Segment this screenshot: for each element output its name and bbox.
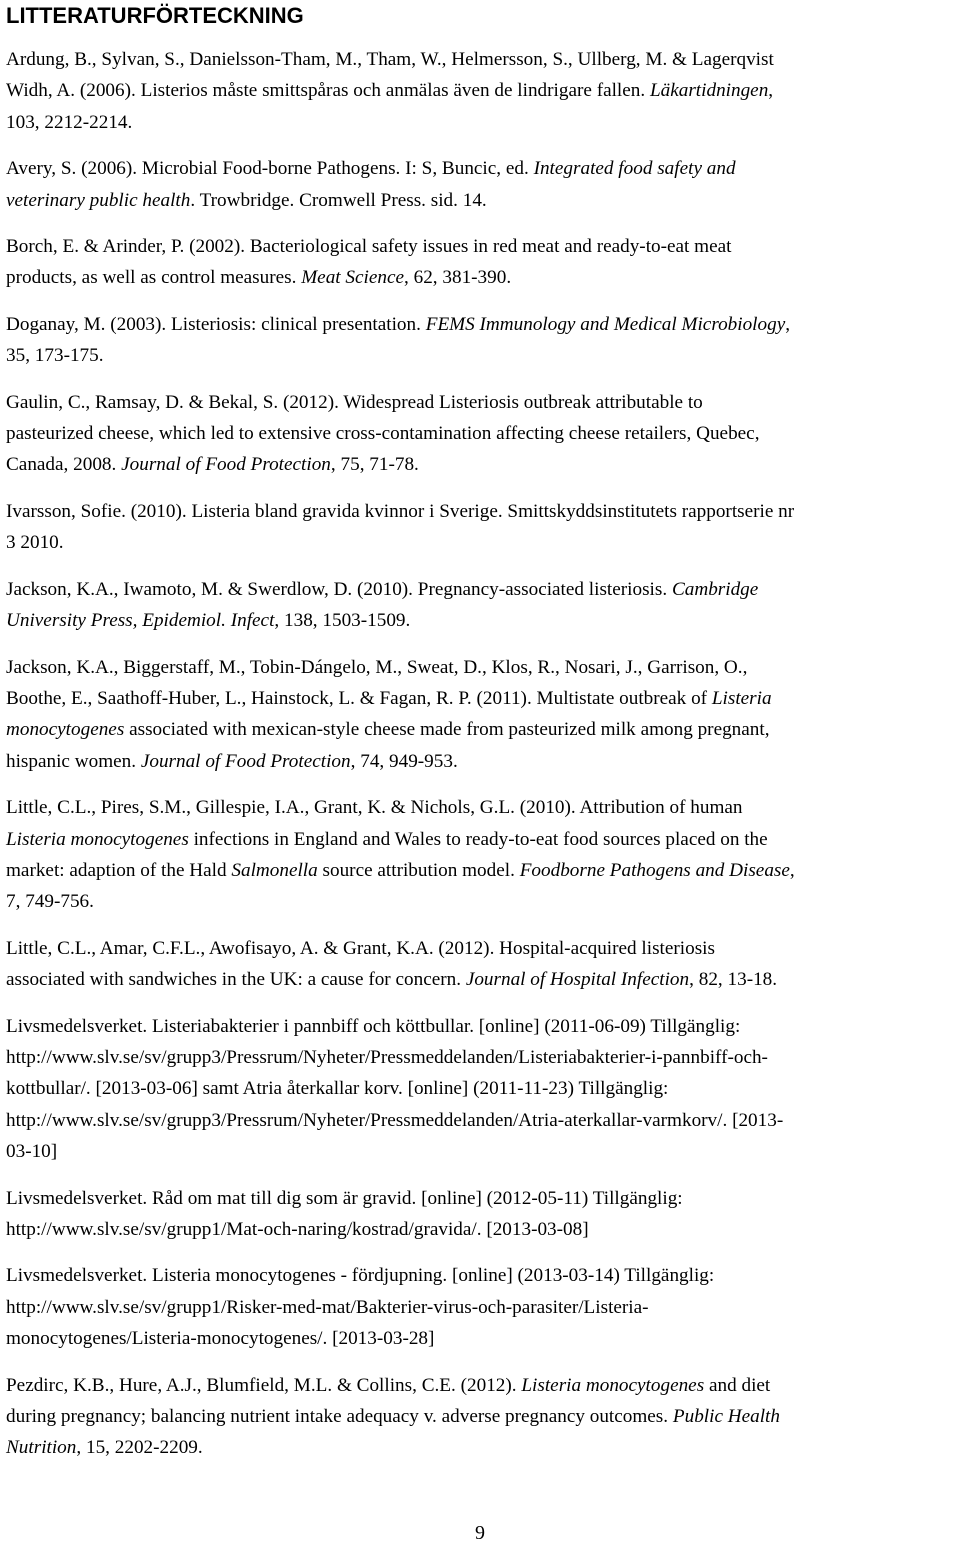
- reference-text: ,: [789, 859, 795, 881]
- reference-line: [6, 683, 951, 714]
- reference-text: . Trowbridge. Cromwell Press. sid. 14.: [190, 189, 487, 211]
- reference-text: source attribution model.: [317, 859, 520, 881]
- reference-text: Little, C.L., Pires, S.M., Gillespie, I.A., Grant, K. & Nichols, G.L. (2010). Attribution of human: [6, 797, 743, 819]
- reference-line: [6, 1323, 951, 1354]
- reference-entry: [6, 231, 951, 294]
- italic-text: Cambridge: [671, 578, 759, 600]
- reference-line: [6, 1183, 951, 1214]
- italic-text: Listeria monocytogenes: [6, 828, 189, 850]
- reference-text: ,: [768, 80, 774, 102]
- reference-line: [6, 855, 951, 886]
- reference-text: pasteurized cheese, which led to extensive cross-contamination affecting cheese retailers, Quebec,: [6, 423, 760, 445]
- reference-line: [6, 527, 951, 558]
- reference-text: , 75, 71-78.: [330, 454, 419, 476]
- italic-text: Salmonella: [231, 859, 318, 881]
- reference-entry: [6, 44, 951, 138]
- reference-entry: [6, 1260, 951, 1354]
- reference-text: , 82, 13-18.: [689, 969, 778, 991]
- reference-line: [6, 964, 951, 995]
- reference-text: Canada, 2008.: [6, 454, 122, 476]
- reference-line: [6, 496, 951, 527]
- reference-entry: [6, 387, 951, 481]
- italic-text: Journal of Hospital Infection: [465, 969, 690, 991]
- reference-text: Widh, A. (2006). Listerios måste smittspåras och anmälas även de lindrigare fallen.: [6, 80, 650, 102]
- italic-text: Meat Science: [301, 267, 405, 289]
- italic-text: Infect: [230, 610, 275, 632]
- reference-line: [6, 1292, 951, 1323]
- reference-line: [6, 1136, 951, 1167]
- reference-line: [6, 44, 951, 75]
- reference-text: http://www.slv.se/sv/grupp1/Risker-med-mat/Bakterier-virus-och-parasiter/Listeria-: [6, 1296, 649, 1318]
- reference-text: Livsmedelsverket. Listeriabakterier i pannbiff och köttbullar. [online] (2011-06-09) Tillgänglig:: [6, 1015, 741, 1037]
- reference-entry: [6, 792, 951, 918]
- reference-line: [6, 714, 951, 745]
- reference-text: infections in England and Wales to ready-to-eat food sources placed on the: [188, 828, 768, 850]
- reference-entry: [6, 652, 951, 778]
- reference-text: Borch, E. & Arinder, P. (2002). Bacteriological safety issues in red meat and ready-to-eat meat: [6, 236, 732, 258]
- reference-text: Livsmedelsverket. Råd om mat till dig som är gravid. [online] (2012-05-11) Tillgänglig:: [6, 1187, 683, 1209]
- reference-line: [6, 886, 951, 917]
- reference-line: [6, 1214, 951, 1245]
- reference-text: http://www.slv.se/sv/grupp3/Pressrum/Nyheter/Pressmeddelanden/Atria-aterkallar-varmkorv/. [2013-: [6, 1109, 784, 1131]
- reference-line: [6, 153, 951, 184]
- reference-entry: [6, 574, 951, 637]
- reference-text: , 138, 1503-1509.: [274, 610, 411, 632]
- italic-text: Journal of Food Protection: [121, 454, 331, 476]
- reference-line: [6, 574, 951, 605]
- reference-line: [6, 262, 951, 293]
- italic-text: monocytogenes: [6, 719, 125, 741]
- reference-text: Little, C.L., Amar, C.F.L., Awofisayo, A. & Grant, K.A. (2012). Hospital-acquired listeriosis: [6, 937, 715, 959]
- reference-text: 03-10]: [6, 1141, 58, 1163]
- reference-text: market: adaption of the Hald: [6, 859, 232, 881]
- reference-text: monocytogenes/Listeria-monocytogenes/. [2013-03-28]: [6, 1328, 435, 1350]
- reference-text: 35, 173-175.: [6, 345, 104, 367]
- italic-text: FEMS Immunology and Medical Microbiology: [425, 313, 786, 335]
- reference-line: [6, 746, 951, 777]
- reference-entry: [6, 1011, 951, 1168]
- reference-text: kottbullar/. [2013-03-06] samt Atria återkallar korv. [online] (2011-11-23) Tillgänglig:: [6, 1078, 669, 1100]
- italic-text: Listeria: [711, 687, 772, 709]
- reference-entry: [6, 1370, 951, 1464]
- reference-line: [6, 1401, 951, 1432]
- reference-line: [6, 340, 951, 371]
- reference-line: [6, 605, 951, 636]
- reference-text: Pezdirc, K.B., Hure, A.J., Blumfield, M.L. & Collins, C.E. (2012).: [6, 1374, 522, 1396]
- reference-line: [6, 1105, 951, 1136]
- italic-text: Listeria monocytogenes: [521, 1374, 705, 1396]
- reference-entry: [6, 1183, 951, 1246]
- reference-line: [6, 1073, 951, 1104]
- reference-line: [6, 449, 951, 480]
- reference-text: Gaulin, C., Ramsay, D. & Bekal, S. (2012). Widespread Listeriosis outbreak attributable to: [6, 391, 703, 413]
- reference-text: Ardung, B., Sylvan, S., Danielsson-Tham, M., Tham, W., Helmersson, S., Ullberg, M. & Lagerqvist: [6, 49, 774, 70]
- reference-text: associated with sandwiches in the UK: a cause for concern.: [6, 969, 466, 991]
- reference-text: 3 2010.: [6, 532, 64, 554]
- italic-text: Nutrition: [6, 1437, 77, 1459]
- reference-line: [6, 309, 951, 340]
- reference-text: http://www.slv.se/sv/grupp1/Mat-och-naring/kostrad/gravida/. [2013-03-08]: [6, 1219, 589, 1240]
- reference-text: Livsmedelsverket. Listeria monocytogenes - fördjupning. [online] (2013-03-14) Tillgänglig:: [6, 1265, 715, 1287]
- reference-text: Avery, S. (2006). Microbial Food-borne Pathogens. I: S, Buncic, ed.: [6, 158, 534, 180]
- reference-line: [6, 231, 951, 262]
- reference-line: [6, 1432, 951, 1463]
- page-heading: LITTERATURFÖRTECKNING: [6, 3, 304, 28]
- reference-text: Doganay, M. (2003). Listeriosis: clinical presentation.: [6, 313, 426, 335]
- reference-line: [6, 933, 951, 964]
- reference-line: [6, 418, 951, 449]
- italic-text: Public Health: [672, 1406, 780, 1428]
- reference-text: 103, 2212-2214.: [6, 111, 133, 133]
- reference-text: , 15, 2202-2209.: [76, 1437, 203, 1459]
- reference-line: [6, 1042, 951, 1073]
- reference-text: during pregnancy; balancing nutrient intake adequacy v. adverse pregnancy outcomes.: [6, 1406, 673, 1428]
- reference-text: hispanic women.: [6, 750, 141, 772]
- italic-text: Journal of Food Protection: [140, 750, 351, 772]
- reference-text: Jackson, K.A., Iwamoto, M. & Swerdlow, D. (2010). Pregnancy-associated listeriosis.: [6, 578, 672, 600]
- reference-text: and diet: [704, 1374, 771, 1396]
- reference-text: Jackson, K.A., Biggerstaff, M., Tobin-Dángelo, M., Sweat, D., Klos, R., Nosari, J., Garrison, O.,: [6, 656, 748, 678]
- italic-text: Foodborne Pathogens and Disease: [519, 859, 790, 881]
- italic-text: Läkartidningen: [649, 80, 769, 102]
- italic-text: University Press, Epidemiol.: [6, 610, 226, 632]
- reference-text: , 74, 949-953.: [350, 750, 458, 772]
- reference-line: [6, 185, 951, 216]
- page-number: 9: [475, 1522, 485, 1544]
- reference-entry: [6, 496, 951, 559]
- reference-line: [6, 75, 951, 106]
- reference-line: [6, 387, 951, 418]
- reference-line: [6, 824, 951, 855]
- reference-entry: [6, 933, 951, 996]
- reference-line: [6, 792, 951, 823]
- reference-entry: [6, 153, 951, 216]
- reference-text: associated with mexican-style cheese made from pasteurized milk among pregnant,: [124, 719, 770, 741]
- reference-text: Boothe, E., Saathoff-Huber, L., Hainstock, L. & Fagan, R. P. (2011). Multistate outbreak of: [6, 687, 712, 709]
- italic-text: veterinary public health: [6, 189, 191, 211]
- reference-text: Ivarsson, Sofie. (2010). Listeria bland gravida kvinnor i Sverige. Smittskyddsinstitutets rapportserie nr: [6, 500, 795, 522]
- reference-line: [6, 1370, 951, 1401]
- reference-text: ,: [785, 313, 791, 335]
- reference-text: http://www.slv.se/sv/grupp3/Pressrum/Nyheter/Pressmeddelanden/Listeriabakterier-i-pannbiff-och-: [6, 1046, 768, 1068]
- reference-line: [6, 107, 951, 138]
- reference-text: , 62, 381-390.: [404, 267, 512, 289]
- reference-text: 7, 749-756.: [6, 891, 94, 913]
- italic-text: Integrated food safety and: [533, 158, 736, 180]
- reference-line: [6, 1011, 951, 1042]
- reference-entry: [6, 309, 951, 372]
- reference-text: products, as well as control measures.: [6, 267, 302, 289]
- reference-line: [6, 652, 951, 683]
- reference-line: [6, 1260, 951, 1291]
- reference-list: [6, 44, 951, 1479]
